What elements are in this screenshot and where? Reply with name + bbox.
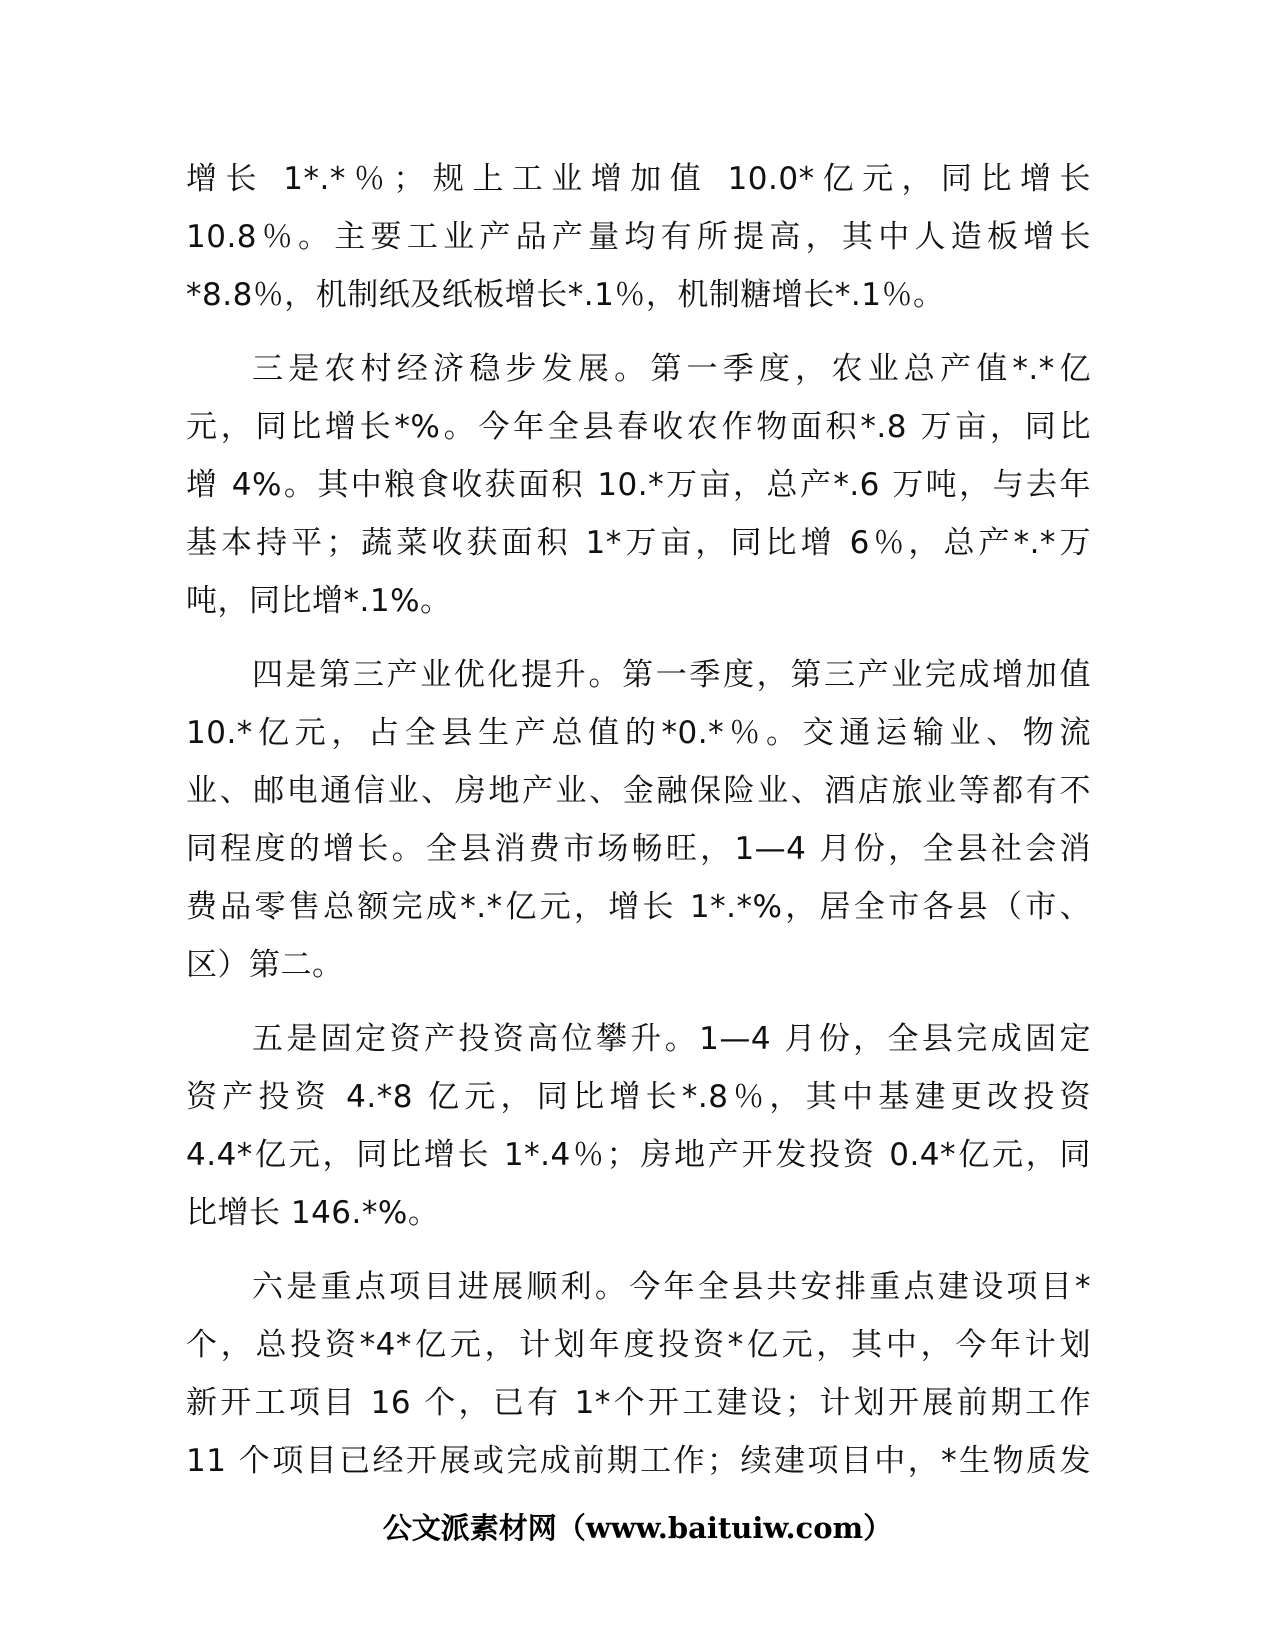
text-line: 新开工项目 16 个，已有 1*个开工建设；计划开展前期工作 [186, 1385, 1091, 1421]
text-line: 区）第二。 [186, 947, 344, 983]
paragraph-key-projects [186, 1258, 1091, 1490]
text-line: 同程度的增长。全县消费市场畅旺，1—4 月份，全县社会消 [186, 831, 1091, 867]
text-line: 业、邮电通信业、房地产业、金融保险业、酒店旅业等都有不 [186, 773, 1091, 809]
text-line: 费品零售总额完成*.*亿元，增长 1*.*%，居全市各县（市、 [186, 889, 1091, 925]
text-line: 五是固定资产投资高位攀升。1—4 月份，全县完成固定 [252, 1021, 1091, 1057]
text-line: 个，总投资*4*亿元，计划年度投资*亿元，其中，今年计划 [186, 1327, 1091, 1363]
document-body [186, 150, 1091, 1490]
paragraph-fixed-asset-investment [186, 1010, 1091, 1242]
text-line: 增长 1*.*％；规上工业增加值 10.0*亿元，同比增长 [186, 161, 1091, 197]
text-line: 基本持平；蔬菜收获面积 1*万亩，同比增 6％，总产*.*万 [186, 525, 1091, 561]
text-line: 六是重点项目进展顺利。今年全县共安排重点建设项目* [252, 1269, 1091, 1305]
page-footer-watermark: 公文派素材网（www.baituiw.com） [382, 1511, 893, 1545]
text-line: 资产投资 4.*8 亿元，同比增长*.8％，其中基建更改投资 [186, 1079, 1091, 1115]
text-line: 10.8％。主要工业产品产量均有所提高，其中人造板增长 [186, 219, 1091, 255]
text-line: 11 个项目已经开展或完成前期工作；续建项目中，*生物质发 [186, 1443, 1091, 1479]
paragraph-tertiary-industry [186, 646, 1091, 994]
text-line: 增 4%。其中粮食收获面积 10.*万亩，总产*.6 万吨，与去年 [186, 467, 1091, 503]
text-line: *8.8％，机制纸及纸板增长*.1％，机制糖增长*.1％。 [186, 277, 945, 313]
text-line: 4.4*亿元，同比增长 1*.4％；房地产开发投资 0.4*亿元，同 [186, 1137, 1091, 1173]
text-line: 吨，同比增*.1%。 [186, 583, 452, 619]
text-line: 10.*亿元，占全县生产总值的*0.*％。交通运输业、物流 [186, 715, 1091, 751]
text-line: 四是第三产业优化提升。第一季度，第三产业完成增加值 [252, 657, 1091, 693]
text-line: 比增长 146.*%。 [186, 1195, 440, 1231]
text-line: 三是农村经济稳步发展。第一季度，农业总产值*.*亿 [252, 351, 1091, 387]
paragraph-rural-economy [186, 340, 1091, 630]
paragraph-industry [186, 150, 1091, 324]
text-line: 元，同比增长*%。今年全县春收农作物面积*.8 万亩，同比 [186, 409, 1091, 445]
